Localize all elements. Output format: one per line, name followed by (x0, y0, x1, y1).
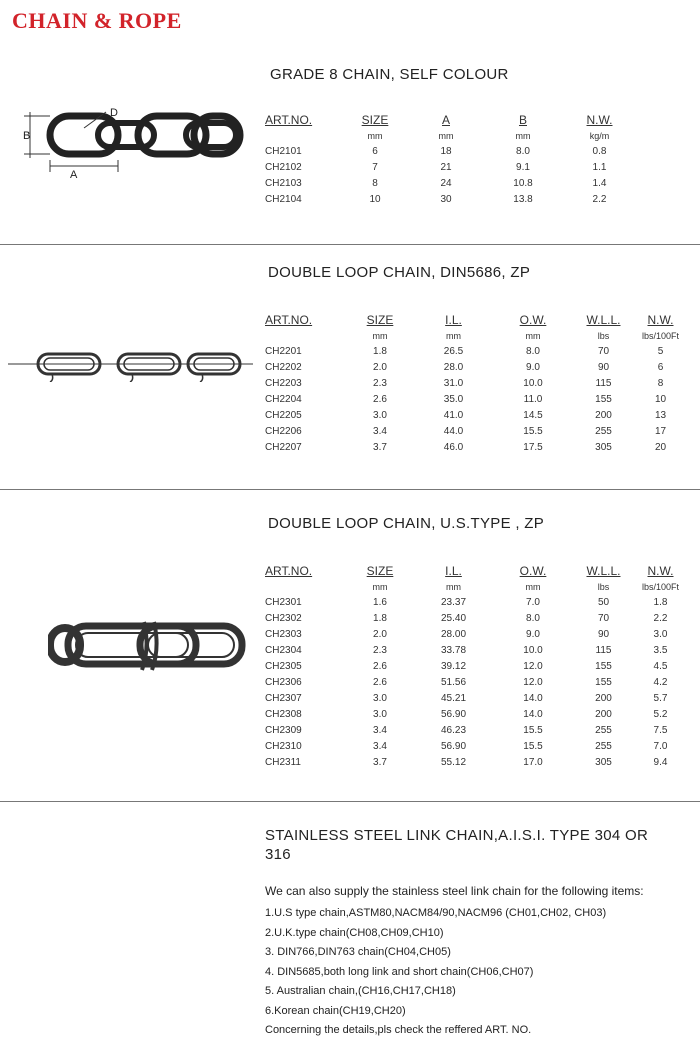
table-cell: 200 (595, 692, 612, 704)
table-cell: 1.4 (592, 177, 607, 189)
list-item: Concerning the details,pls check the reffered ART. NO. (265, 1024, 532, 1036)
table-cell: 2.3 (373, 644, 387, 656)
table-cell: 14.0 (523, 708, 543, 720)
label-a: A (70, 169, 78, 181)
table-cell: 6 (657, 361, 664, 373)
table-row (265, 439, 688, 455)
table-cell: 9.0 (526, 628, 540, 640)
table-cell: 115 (595, 644, 612, 656)
list-item: 6.Korean chain(CH19,CH20) (265, 1004, 406, 1017)
table-cell: 70 (597, 612, 610, 624)
table-cell: 33.78 (440, 644, 467, 656)
unit-cell: mm (372, 581, 388, 592)
table-cell: 0.8 (592, 145, 607, 157)
table-cell: 41.0 (443, 409, 464, 421)
table-cell: 8.0 (526, 345, 540, 357)
table-cell: 51.56 (440, 676, 467, 688)
table-cell: 3.4 (373, 425, 387, 437)
unit-cell (265, 328, 345, 343)
table-cell: 1.8 (373, 345, 387, 357)
unit-cell: lbs/100Ft (641, 581, 680, 592)
table-cell: 35.0 (443, 393, 464, 405)
unit-cell (265, 128, 335, 143)
table-cell: 9.4 (653, 756, 668, 768)
table-cell: CH2305 (265, 660, 302, 672)
table-cell: 28.0 (443, 361, 464, 373)
table-cell: 70 (597, 345, 610, 357)
table-cell: 305 (595, 756, 612, 768)
double-loop-din-illustration (8, 348, 253, 382)
col-header: N.W. (647, 564, 674, 578)
table-row (265, 626, 688, 642)
table-cell: 7.0 (653, 740, 668, 752)
table-cell: 2.6 (373, 393, 387, 405)
table-cell: 3.7 (373, 756, 387, 768)
table-cell: CH2205 (265, 409, 302, 421)
unit-cell: mm (515, 130, 531, 141)
table-cell: 3.0 (653, 628, 668, 640)
table-cell: 14.5 (523, 409, 543, 421)
table-cell: 2.3 (373, 377, 387, 389)
table-cell: 200 (595, 409, 612, 421)
list-item: 5. Australian chain,(CH16,CH17,CH18) (265, 985, 456, 997)
section-divider (0, 801, 700, 802)
table-row (265, 175, 630, 191)
table-cell: 255 (595, 724, 612, 736)
table-cell: 13.8 (513, 193, 533, 205)
table-cell: CH2204 (265, 393, 302, 405)
table-row (265, 159, 630, 175)
table-row (265, 407, 688, 423)
table-row (265, 690, 688, 706)
col-header: SIZE (361, 113, 389, 127)
table-cell: 55.12 (440, 756, 467, 768)
unit-cell (265, 579, 345, 594)
table-cell: 56.90 (440, 708, 467, 720)
table-row (265, 658, 688, 674)
table-cell: 1.8 (373, 612, 387, 624)
table-header-row (265, 563, 688, 579)
col-header: ART.NO. (265, 564, 313, 578)
table-cell: 8 (657, 377, 664, 389)
table-header-row (265, 112, 630, 128)
table-cell: CH2302 (265, 612, 302, 624)
table-cell: 90 (597, 628, 610, 640)
table-cell: 9.0 (526, 361, 540, 373)
stainless-body (265, 884, 644, 1041)
table-cell: 1.6 (373, 596, 387, 608)
label-b: B (23, 130, 31, 142)
table-cell: 2.6 (373, 660, 387, 672)
col-header: W.L.L. (586, 313, 621, 327)
col-header: SIZE (366, 313, 394, 327)
table-cell: CH2301 (265, 596, 302, 608)
section-title-din5686: DOUBLE LOOP CHAIN, DIN5686, ZP (268, 264, 531, 281)
unit-cell: mm (446, 581, 461, 592)
unit-cell: mm (367, 130, 383, 141)
table-row (265, 191, 630, 207)
table-cell: 200 (595, 708, 612, 720)
table-cell: 15.5 (523, 724, 543, 736)
table-cell: 1.1 (592, 161, 607, 173)
table-cell: 155 (595, 393, 612, 405)
unit-cell: mm (525, 581, 541, 592)
table-cell: 15.5 (523, 425, 543, 437)
table-cell: 8 (372, 177, 378, 189)
unit-cell: kg/m (589, 130, 610, 141)
table-cell: 5.7 (653, 692, 668, 704)
unit-row (265, 328, 688, 343)
table-cell: 155 (595, 660, 612, 672)
table-cell: 25.40 (440, 612, 467, 624)
unit-cell: mm (525, 330, 541, 341)
unit-row (265, 128, 630, 143)
table-cell: CH2308 (265, 708, 302, 720)
table-cell: 5.2 (653, 708, 668, 720)
table-cell: 10.8 (513, 177, 533, 189)
table-row (265, 674, 688, 690)
table-row (265, 754, 688, 770)
table-cell: 255 (595, 425, 612, 437)
table-cell: 31.0 (443, 377, 464, 389)
table-cell: 3.7 (373, 441, 387, 453)
page-title: CHAIN & ROPE (12, 8, 182, 33)
table-cell: 8.0 (516, 145, 530, 157)
table-row (265, 343, 688, 359)
col-header: N.W. (647, 313, 674, 327)
unit-cell: mm (438, 130, 454, 141)
table-cell: 6 (372, 145, 378, 157)
table-cell: 7.5 (653, 724, 668, 736)
table-cell: 46.23 (440, 724, 467, 736)
table-cell: CH2207 (265, 441, 302, 453)
table-cell: 13 (654, 409, 667, 421)
table-cell: CH2103 (265, 177, 302, 189)
table-cell: 3.0 (373, 409, 387, 421)
table-cell: 20 (654, 441, 667, 453)
col-header: O.W. (519, 313, 547, 327)
table-cell: 5 (657, 345, 664, 357)
table-cell: 3.0 (373, 708, 387, 720)
table-cell: CH2102 (265, 161, 302, 173)
list-item: 2.U.K.type chain(CH08,CH09,CH10) (265, 926, 444, 939)
table-cell: 10.0 (523, 644, 543, 656)
table-row (265, 706, 688, 722)
table-cell: 90 (597, 361, 610, 373)
section-divider (0, 244, 700, 245)
table-cell: 17.0 (523, 756, 543, 768)
table-cell: 23.37 (440, 596, 467, 608)
table-cell: CH2104 (265, 193, 302, 205)
label-d: D (110, 107, 118, 119)
list-item: 1.U.S type chain,ASTM80,NACM84/90,NACM96 (CH01,CH02, CH03) (265, 907, 607, 919)
table-cell: 30 (440, 193, 452, 205)
table-row (265, 391, 688, 407)
unit-row (265, 579, 688, 594)
table-cell: 2.0 (373, 361, 387, 373)
table-cell: 2.6 (373, 676, 387, 688)
col-header: N.W. (586, 113, 613, 127)
col-header: ART.NO. (265, 113, 313, 127)
table-cell: 9.1 (516, 161, 530, 173)
col-header: A (441, 113, 450, 127)
table-row (265, 359, 688, 375)
section-title-stainless (265, 826, 648, 864)
table-row (265, 738, 688, 754)
table-header-row (265, 312, 688, 328)
unit-cell: lbs/100Ft (641, 330, 680, 341)
table-cell: 11.0 (523, 393, 543, 405)
unit-cell: mm (446, 330, 461, 341)
table-cell: 7.0 (526, 596, 540, 608)
table-row (265, 423, 688, 439)
table-cell: 56.90 (440, 740, 467, 752)
table-cell: CH2309 (265, 724, 302, 736)
table-cell: 10 (369, 193, 381, 205)
table-cell: 26.5 (443, 345, 464, 357)
table-cell: CH2311 (265, 756, 301, 768)
list-item: 3. DIN766,DIN763 chain(CH04,CH05) (265, 946, 451, 958)
table-cell: CH2201 (265, 345, 302, 357)
table-row (265, 722, 688, 738)
table-cell: 3.0 (373, 692, 387, 704)
table-cell: 24 (440, 177, 452, 189)
table-cell: CH2304 (265, 644, 302, 656)
table-cell: 1.8 (653, 596, 668, 608)
col-header: ART.NO. (265, 313, 313, 327)
col-header: SIZE (366, 564, 394, 578)
table-cell: 155 (595, 676, 612, 688)
col-header: B (518, 113, 527, 127)
table-cell: 44.0 (443, 425, 464, 437)
list-item: 4. DIN5685,both long link and short chain(CH06,CH07) (265, 965, 534, 978)
table-cell: CH2303 (265, 628, 302, 640)
table-cell: CH2206 (265, 425, 302, 437)
section-title-grade8: GRADE 8 CHAIN, SELF COLOUR (270, 66, 509, 83)
double-loop-us-illustration (48, 618, 248, 678)
col-header: I.L. (445, 313, 462, 327)
table-cell: 3.4 (373, 740, 387, 752)
table-cell: 255 (595, 740, 612, 752)
stainless-intro: We can also supply the stainless steel link chain for the following items: (265, 884, 644, 898)
table-cell: 305 (595, 441, 612, 453)
section-title-us-type: DOUBLE LOOP CHAIN, U.S.TYPE , ZP (268, 515, 545, 532)
section-divider (0, 489, 700, 490)
table-cell: 12.0 (523, 676, 543, 688)
table-cell: 115 (595, 377, 612, 389)
table-cell: 7 (372, 161, 378, 173)
table-cell: 15.5 (523, 740, 543, 752)
table-cell: CH2203 (265, 377, 302, 389)
table-row (265, 594, 688, 610)
table-cell: 50 (597, 596, 610, 608)
table-cell: CH2307 (265, 692, 302, 704)
table-cell: 12.0 (523, 660, 543, 672)
unit-cell: lbs (597, 330, 610, 341)
din5686-table (265, 312, 688, 455)
table-row (265, 375, 688, 391)
table-cell: 39.12 (440, 660, 467, 672)
unit-cell: mm (372, 330, 388, 341)
table-cell: 28.00 (440, 628, 467, 640)
table-cell: 2.2 (592, 193, 607, 205)
table-cell: 4.5 (653, 660, 668, 672)
table-cell: 17.5 (523, 441, 543, 453)
table-cell: 10 (654, 393, 667, 405)
table-row (265, 143, 630, 159)
us-type-table (265, 563, 688, 770)
table-cell: 4.2 (653, 676, 668, 688)
table-cell: 18 (440, 145, 452, 157)
table-cell: 17 (654, 425, 667, 437)
table-cell: 3.5 (653, 644, 668, 656)
table-cell: CH2202 (265, 361, 302, 373)
table-row (265, 610, 688, 626)
grade8-chain-diagram (10, 104, 255, 184)
table-cell: CH2306 (265, 676, 302, 688)
table-cell: 46.0 (443, 441, 464, 453)
table-cell: 3.4 (373, 724, 387, 736)
col-header: W.L.L. (586, 564, 621, 578)
table-cell: 21 (440, 161, 452, 173)
table-cell: CH2101 (265, 145, 302, 157)
stainless-title-line2: 316 (265, 846, 291, 863)
col-header: I.L. (445, 564, 462, 578)
col-header: O.W. (519, 564, 547, 578)
stainless-title-line1: STAINLESS STEEL LINK CHAIN,A.I.S.I. TYPE 304 OR (265, 827, 649, 844)
table-row (265, 642, 688, 658)
table-cell: 2.0 (373, 628, 387, 640)
table-cell: 45.21 (440, 692, 467, 704)
table-cell: CH2310 (265, 740, 302, 752)
table-cell: 14.0 (523, 692, 543, 704)
unit-cell: lbs (597, 581, 610, 592)
table-cell: 8.0 (526, 612, 540, 624)
table-cell: 10.0 (523, 377, 543, 389)
grade8-table (265, 112, 630, 207)
table-cell: 2.2 (653, 612, 668, 624)
